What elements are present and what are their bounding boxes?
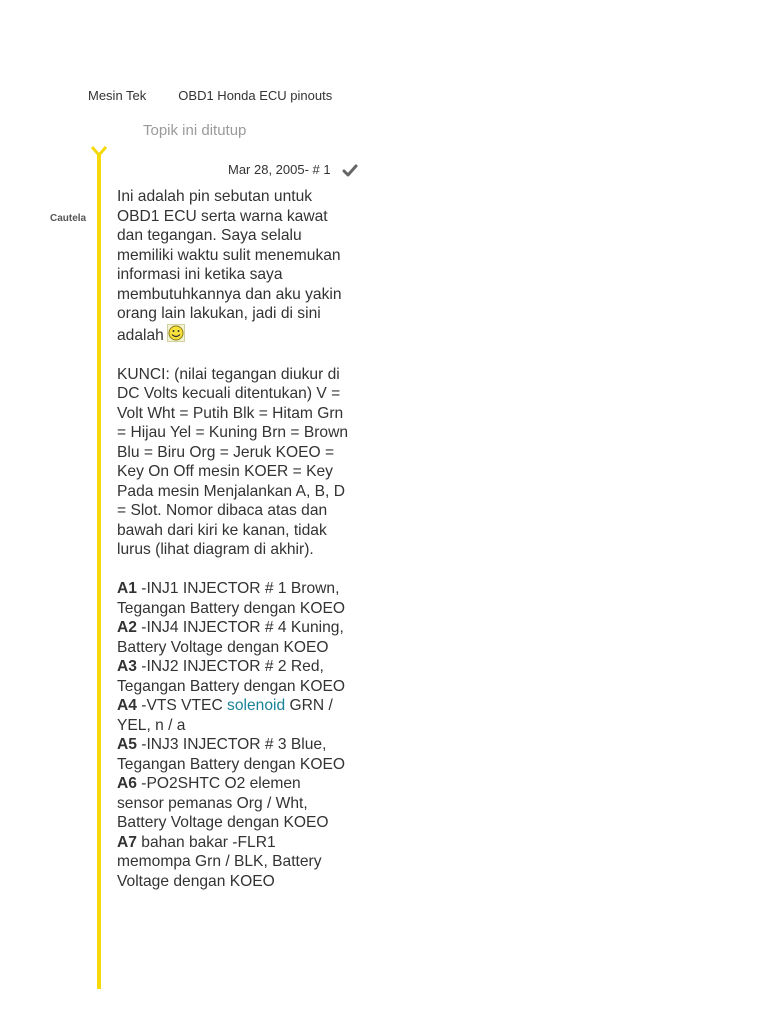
topic-closed-notice: Topik ini ditutup <box>143 122 247 139</box>
pin-item-a4 <box>117 696 349 735</box>
solenoid-link[interactable]: solenoid <box>227 697 286 714</box>
post-body <box>117 187 349 891</box>
pin-id: A3 <box>117 658 137 675</box>
pin-description: -PO2SHTC O2 elemen sensor pemanas Org / Wht, Battery Voltage dengan KOEO <box>117 775 329 831</box>
pin-id: A4 <box>117 697 137 714</box>
timeline-line <box>97 154 101 989</box>
pin-list <box>117 579 349 891</box>
breadcrumb <box>88 88 332 103</box>
pin-id: A2 <box>117 619 137 636</box>
post-intro-text: Ini adalah pin sebutan untuk OBD1 ECU serta warna kawat dan tegangan. Saya selalu memiliki waktu sulit menemukan informasi ini ketika saya membutuhkannya dan aku yakin orang lain lakukan, jadi di sini adalah <box>117 188 342 344</box>
pin-item-a6 <box>117 774 349 833</box>
smiley-icon <box>167 324 185 342</box>
post-meta[interactable]: Mar 28, 2005- # 1 <box>228 162 331 177</box>
pin-description-after: GRN / YEL, n / a <box>117 697 333 734</box>
check-icon[interactable] <box>342 163 358 179</box>
post-key-paragraph: KUNCI: (nilai tegangan diukur di DC Volts kecuali ditentukan) V = Volt Wht = Putih Blk = Hitam Grn = Hijau Yel = Kuning Brn = Brown Blu = Biru Org = Jeruk KOEO = Key On Off mesin KOER = Key Pada mesin Menjalankan A, B, D = Slot. Nomor dibaca atas dan bawah dari kiri ke kanan, tidak lurus (lihat diagram di akhir). <box>117 365 349 558</box>
pin-id: A1 <box>117 580 137 597</box>
breadcrumb-topic-link[interactable]: OBD1 Honda ECU pinouts <box>178 88 333 103</box>
breadcrumb-section-link[interactable]: Mesin Tek <box>88 88 147 103</box>
pin-item-a7 <box>117 833 349 892</box>
pin-id: A7 <box>117 833 137 851</box>
post-intro-paragraph <box>117 187 349 345</box>
pin-description: -INJ4 INJECTOR # 4 Kuning, Battery Voltage dengan KOEO <box>117 619 344 656</box>
pin-item-a3 <box>117 657 349 696</box>
pin-id: A6 <box>117 775 137 792</box>
pin-id: A5 <box>117 736 137 753</box>
pin-item-a1 <box>117 579 349 618</box>
pin-item-a2 <box>117 618 349 657</box>
post-author[interactable]: Cautela <box>50 213 87 224</box>
pin-description: bahan bakar -FLR1 memompa Grn / BLK, Battery Voltage dengan KOEO <box>117 833 322 890</box>
pin-description: -INJ2 INJECTOR # 2 Red, Tegangan Battery dengan KOEO <box>117 658 345 695</box>
pin-description-before: -VTS VTEC <box>136 697 228 714</box>
post-timeline <box>97 146 102 989</box>
pin-description: -INJ1 INJECTOR # 1 Brown, Tegangan Battery dengan KOEO <box>117 580 345 617</box>
pin-item-a5 <box>117 735 349 774</box>
pin-description: -INJ3 INJECTOR # 3 Blue, Tegangan Battery dengan KOEO <box>117 736 345 773</box>
